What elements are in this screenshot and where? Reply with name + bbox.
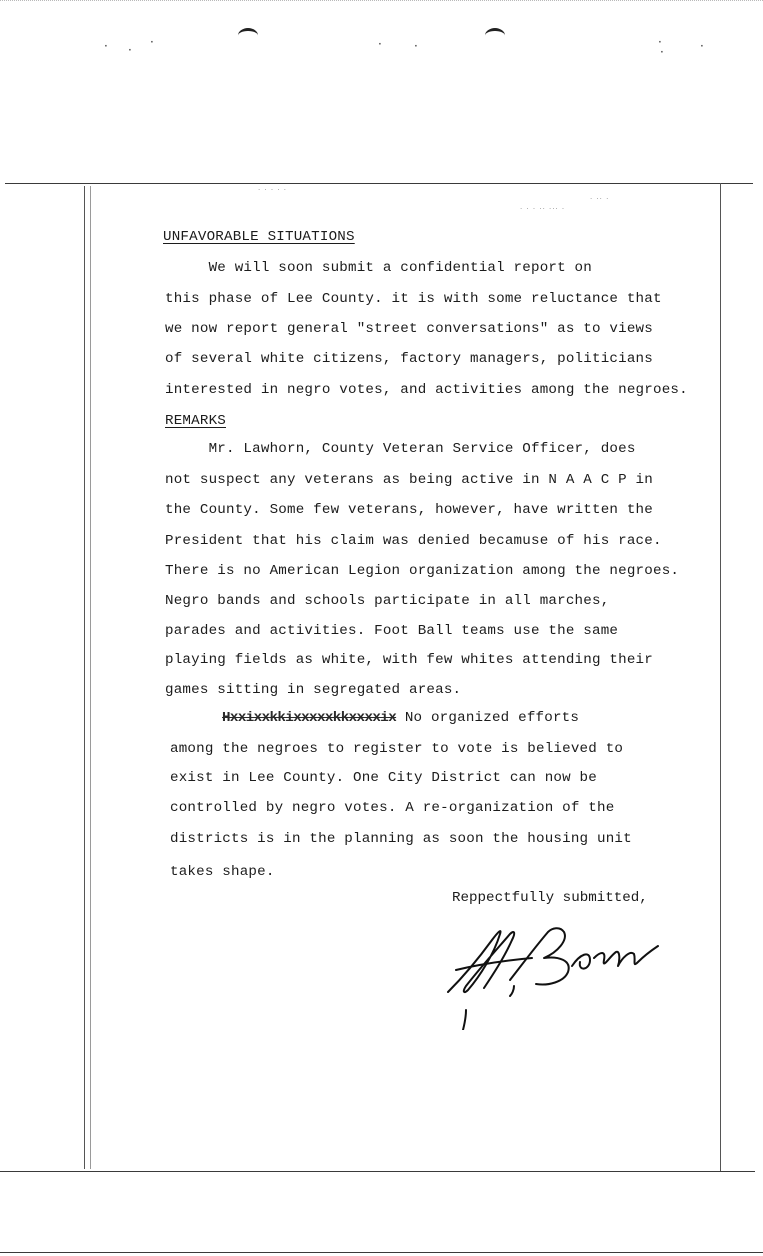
paragraph-line: interested in negro votes, and activities among the negroes. xyxy=(165,382,688,398)
paragraph-line-first xyxy=(222,709,579,727)
paragraph-line: There is no American Legion organization among the negroes. xyxy=(165,563,680,579)
page-frame-right xyxy=(720,183,721,1171)
punch-hole-mark-right xyxy=(485,28,505,43)
page-frame-bottom xyxy=(0,1171,755,1172)
paragraph-line: takes shape. xyxy=(170,864,275,880)
scan-noise: · · · ·· ··· · xyxy=(520,205,566,213)
closing-salutation: Reppectfully submitted, xyxy=(452,890,648,906)
scan-speck: · xyxy=(150,35,154,49)
scan-speck: · xyxy=(660,45,664,59)
paragraph-line: President that his claim was denied becamuse of his race. xyxy=(165,533,662,549)
paragraph-line: among the negroes to register to vote is believed to xyxy=(170,741,624,757)
paragraph-line: We will soon submit a confidential report on xyxy=(165,260,592,276)
paragraph-line: Negro bands and schools participate in all marches, xyxy=(165,593,610,609)
paragraph-text: No organized efforts xyxy=(396,710,580,726)
paragraph-line: we now report general "street conversations" as to views xyxy=(165,321,653,337)
paragraph-line: playing fields as white, with few whites attending their xyxy=(165,652,653,668)
scan-speck: · xyxy=(378,37,382,51)
punch-hole-mark-left xyxy=(238,28,258,43)
scan-noise: · · · · · xyxy=(258,186,288,194)
paragraph-line: Mr. Lawhorn, County Veteran Service Officer, does xyxy=(165,441,636,457)
paragraph-line: controlled by negro votes. A re-organization of the xyxy=(170,800,615,816)
paragraph-line: games sitting in segregated areas. xyxy=(165,682,462,698)
scan-speck: · xyxy=(700,39,704,53)
page-frame-left xyxy=(84,186,85,1169)
paragraph-line: the County. Some few veterans, however, have written the xyxy=(165,502,653,518)
scan-speck: · xyxy=(414,39,418,53)
page-frame-top xyxy=(5,183,753,184)
struck-out-text: Hxxixxkkixxxxxkkxxxxix xyxy=(222,710,397,726)
paragraph-line: not suspect any veterans as being active in N A A C P in xyxy=(165,472,653,488)
scan-speck: · xyxy=(128,43,132,57)
paragraph-line: of several white citizens, factory managers, politicians xyxy=(165,351,653,367)
paragraph-line: districts is in the planning as soon the housing unit xyxy=(170,831,632,847)
page-top-dotted-border xyxy=(0,0,763,1)
scan-speck: · xyxy=(104,39,108,53)
handwritten-signature xyxy=(440,910,670,1030)
paragraph-line: exist in Lee County. One City District can now be xyxy=(170,770,597,786)
paragraph-line: parades and activities. Foot Ball teams use the same xyxy=(165,623,619,639)
scan-speck: · xyxy=(658,35,662,49)
paragraph-line: this phase of Lee County. it is with some reluctance that xyxy=(165,291,662,307)
scan-noise: · ·· · xyxy=(590,195,610,203)
page-frame-left-inner xyxy=(90,186,91,1169)
page-frame-bottom-edge xyxy=(0,1252,763,1253)
section-heading-remarks: REMARKS xyxy=(165,413,226,429)
section-heading-unfavorable: UNFAVORABLE SITUATIONS xyxy=(163,229,355,245)
